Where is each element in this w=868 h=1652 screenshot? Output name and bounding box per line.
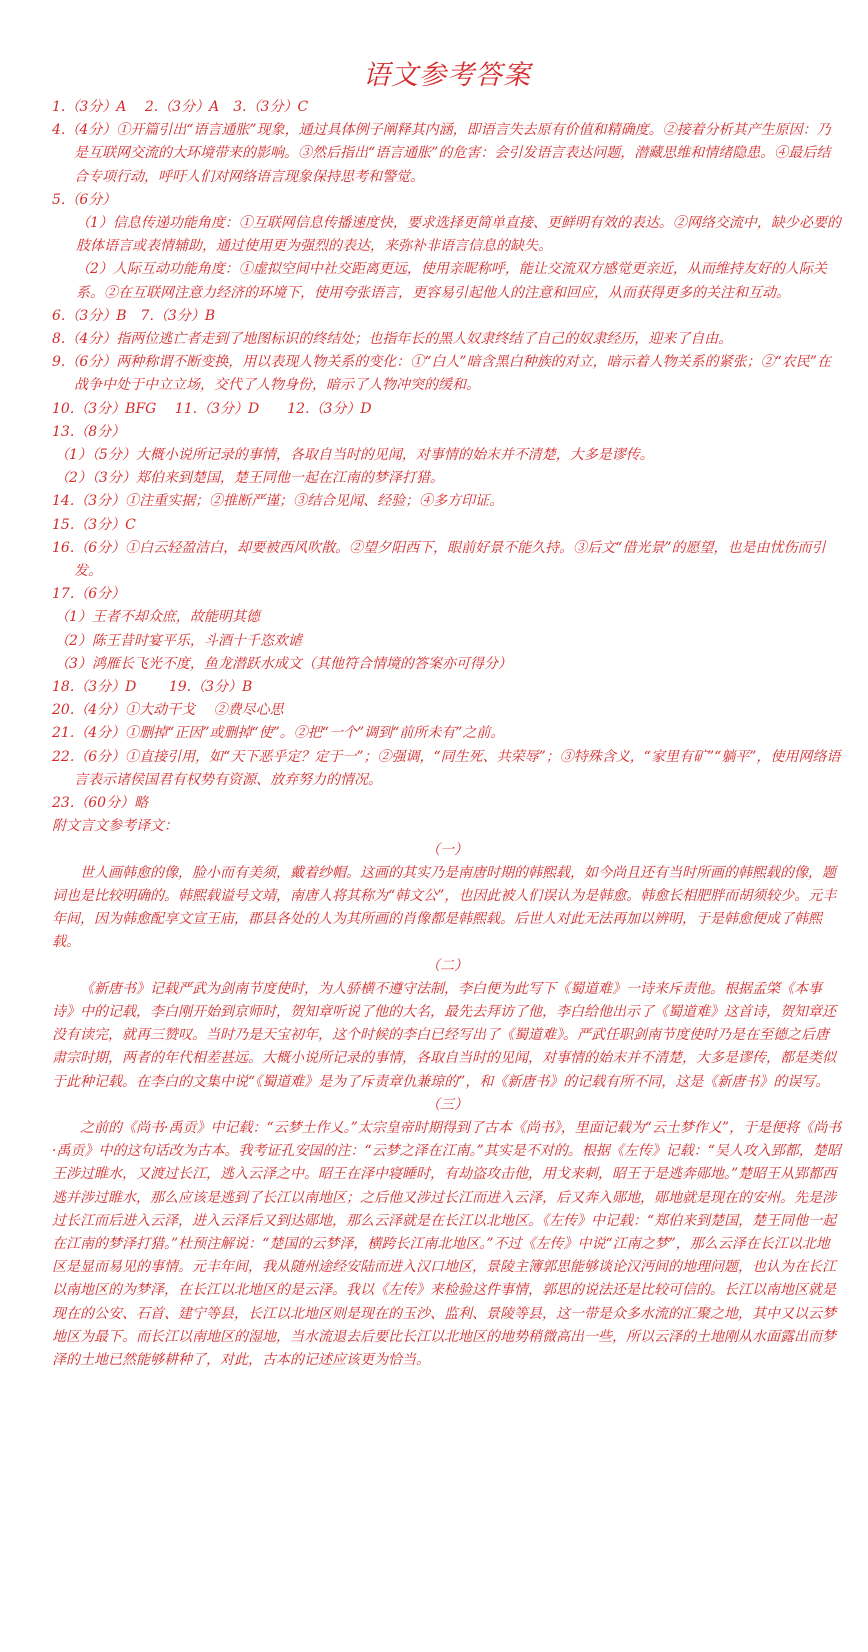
document-title: 语文参考答案 <box>363 60 531 91</box>
translation-2-heading: （二） <box>426 957 468 974</box>
answer-6-7: 6.（3分）B 7.（3分）B <box>52 307 216 324</box>
answer-23: 23.（60分）略 <box>52 795 149 812</box>
translation-1-body: 世人画韩愈的像，脸小而有美须，戴着纱帽。这画的其实乃是南唐时期的韩熙载，如今尚且还有当时所画的韩熙载的像，题词也是比较明确的。韩熙载谥号文靖，南唐人将其称为“韩文公”，也因此被人们误认为是韩愈。韩愈长相肥胖而胡须较少。元丰年间，因为韩愈配享文宣王庙，郡县各处的人为其所画的肖像都是韩熙载。后世人对此无法再加以辨明，于是韩愈便成了韩熙载。 <box>52 864 837 951</box>
answer-5-part-1: （1）信息传递功能角度：①互联网信息传播速度快，要求选择更简单直接、更鲜明有效的表达。②网络交流中，缺少必要的肢体语言或表情辅助，通过使用更为强烈的表达，来弥补非语言信息的缺失。 <box>76 215 841 255</box>
answer-5-part-2: （2）人际互动功能角度：①虚拟空间中社交距离更远，使用亲昵称呼，能让交流双方感觉更亲近，从而维持友好的人际关系。②在互联网注意力经济的环境下，使用夸张语言，更容易引起他人的注意和回应，从而获得更多的关注和互动。 <box>76 261 827 301</box>
answer-1-3: 1.（3分）A 2.（3分）A 3.（3分）C <box>52 99 309 115</box>
translation-1-heading: （一） <box>426 841 468 858</box>
answer-8: 8.（4分）指两位逃亡者走到了地图标识的终结处；也指年长的黑人奴隶终结了自己的奴隶经历，迎来了自由。 <box>52 331 733 348</box>
answer-17-part-3: （3）鸿雁长飞光不度，鱼龙潜跃水成文（其他符合情境的答案亦可得分） <box>55 655 512 672</box>
answer-4: 4.（4分）①开篇引出“语言通胀”现象，通过具体例子阐释其内涵，即语言失去原有价值和精确度。②接着分析其产生原因：乃是互联网交流的大环境带来的影响。③然后指出“语言通胀”的危害：会引发语言表达问题，潜藏思维和情绪隐患。④最后结合专项行动，呼吁人们对网络语言现象保持思考和警觉。 <box>52 122 831 185</box>
translation-section <box>52 839 842 1373</box>
answer-list <box>52 96 842 839</box>
answer-13-part-1: （1）（5分）大概小说所记录的事情，各取自当时的见闻，对事情的始末并不清楚，大多是谬传。 <box>55 447 654 464</box>
answer-22: 22.（6分）①直接引用，如“天下恶乎定？定于一”；②强调，“同生死、共荣辱”；③特殊含义，“家里有矿”“躺平”，使用网络语言表示诸侯国君有权势有资源、放弃努力的情况。 <box>52 748 841 788</box>
answer-17-part-2: （2）陈王昔时宴平乐，斗酒十千恣欢谑 <box>55 632 302 649</box>
answer-13-part-2: （2）（3分）郑伯来到楚国，楚王同他一起在江南的梦泽打猎。 <box>55 470 444 487</box>
answer-9: 9.（6分）两种称谓不断变换，用以表现人物关系的变化：①“白人”暗含黑白种族的对立，暗示着人物关系的紧张；②“农民”在战争中处于中立立场，交代了人物身份，暗示了人物冲突的缓和。 <box>52 354 831 394</box>
answer-16: 16.（6分）①白云轻盈洁白，却要被西风吹散。②望夕阳西下，眼前好景不能久持。③后文“借光景”的愿望，也是由忧伤而引发。 <box>52 539 826 580</box>
answer-15: 15.（3分）C <box>52 516 136 533</box>
translation-intro: 附文言文参考译文： <box>52 818 178 835</box>
answer-21: 21.（4分）①删掉“正因”或删掉“使”。②把“一个”调到“前所未有”之前。 <box>52 725 505 742</box>
translation-2-body: 《新唐书》记载严武为剑南节度使时，为人骄横不遵守法制，李白便为此写下《蜀道难》一诗来斥责他。根据孟棨《本事诗》中的记载，李白刚开始到京师时，贺知章听说了他的大名，最先去拜访了他，李白给他出示了《蜀道难》这首诗，贺知章还没有读完，就再三赞叹。当时乃是天宝初年，这个时候的李白已经写出了《蜀道难》。严武任职剑南节度使时乃是在至德之后唐肃宗时期，两者的年代相差甚远。大概小说所记录的事情，各取自当时的见闻，对事情的始末并不清楚，大多是谬传，都是类似于此种记载。在李白的文集中说“《蜀道难》是为了斥责章仇兼琼的”，和《新唐书》的记载有所不同，这是《新唐书》的误写。 <box>52 980 836 1090</box>
answer-17-heading: 17.（6分） <box>52 586 126 603</box>
translation-3-heading: （三） <box>426 1096 468 1113</box>
answer-document <box>52 58 842 1372</box>
answer-20: 20.（4分）①大动干戈 ②费尽心思 <box>52 702 284 719</box>
answer-18-19: 18.（3分）D 19.（3分）B <box>52 679 253 696</box>
answer-5-heading: 5.（6分） <box>52 191 117 208</box>
answer-14: 14.（3分）①注重实据；②推断严谨；③结合见闻、经验；④多方印证。 <box>52 493 504 510</box>
answer-13-heading: 13.（8分） <box>52 423 126 440</box>
answer-17-part-1: （1）王者不却众庶，故能明其德 <box>55 609 260 626</box>
translation-3-body: 之前的《尚书·禹贡》中记载：“云梦土作乂。”太宗皇帝时期得到了古本《尚书》，里面记载为“云土梦作乂”，于是便将《尚书·禹贡》中的这句话改为古本。我考证孔安国的注：“云梦之泽在江南。”其实是不对的。根据《左传》记载：“吴人攻入郢都，楚昭王涉过睢水，又渡过长江，逃入云泽之中。昭王在泽中寝睡时，有劫盗攻击他，用戈来刺，昭王于是逃奔郧地。”楚昭王从郢都西逃并涉过睢水，那么应该是逃到了长江以南地区；之后他又涉过长江而进入云泽，后又奔入郧地，郧地就是现在的安州。先是涉过长江而后进入云泽，进入云泽后又到达郧地，那么云泽就是在长江以北地区。《左传》中记载：“郑伯来到楚国，楚王同他一起在江南的梦泽打猎。”杜预注解说：“楚国的云梦泽，横跨长江南北地区。”不过《左传》中说“江南之梦”，那么云泽在长江以北地区是显而易见的事情。元丰年间，我从随州途经安陆而进入汉口地区，景陵主簿郭思能够谈论汉沔间的地理问题，也认为在长江以南地区的为梦泽，在长江以北地区的是云泽。我以《左传》来检验这件事情，郭思的说法还是比较可信的。长江以南地区就是现在的公安、石首、建宁等县，长江以北地区则是现在的玉沙、监利、景陵等县，这一带是众多水流的汇聚之地，其中又以云梦地区为最下。而长江以南地区的湿地，当水流退去后要比长江以北地区的地势稍微高出一些，所以云泽的土地刚从水面露出而梦泽的土地已然能够耕种了，对此，古本的记述应该更为恰当。 <box>52 1119 842 1368</box>
answer-10-12: 10.（3分）BFG 11.（3分）D 12.（3分）D <box>52 400 372 417</box>
